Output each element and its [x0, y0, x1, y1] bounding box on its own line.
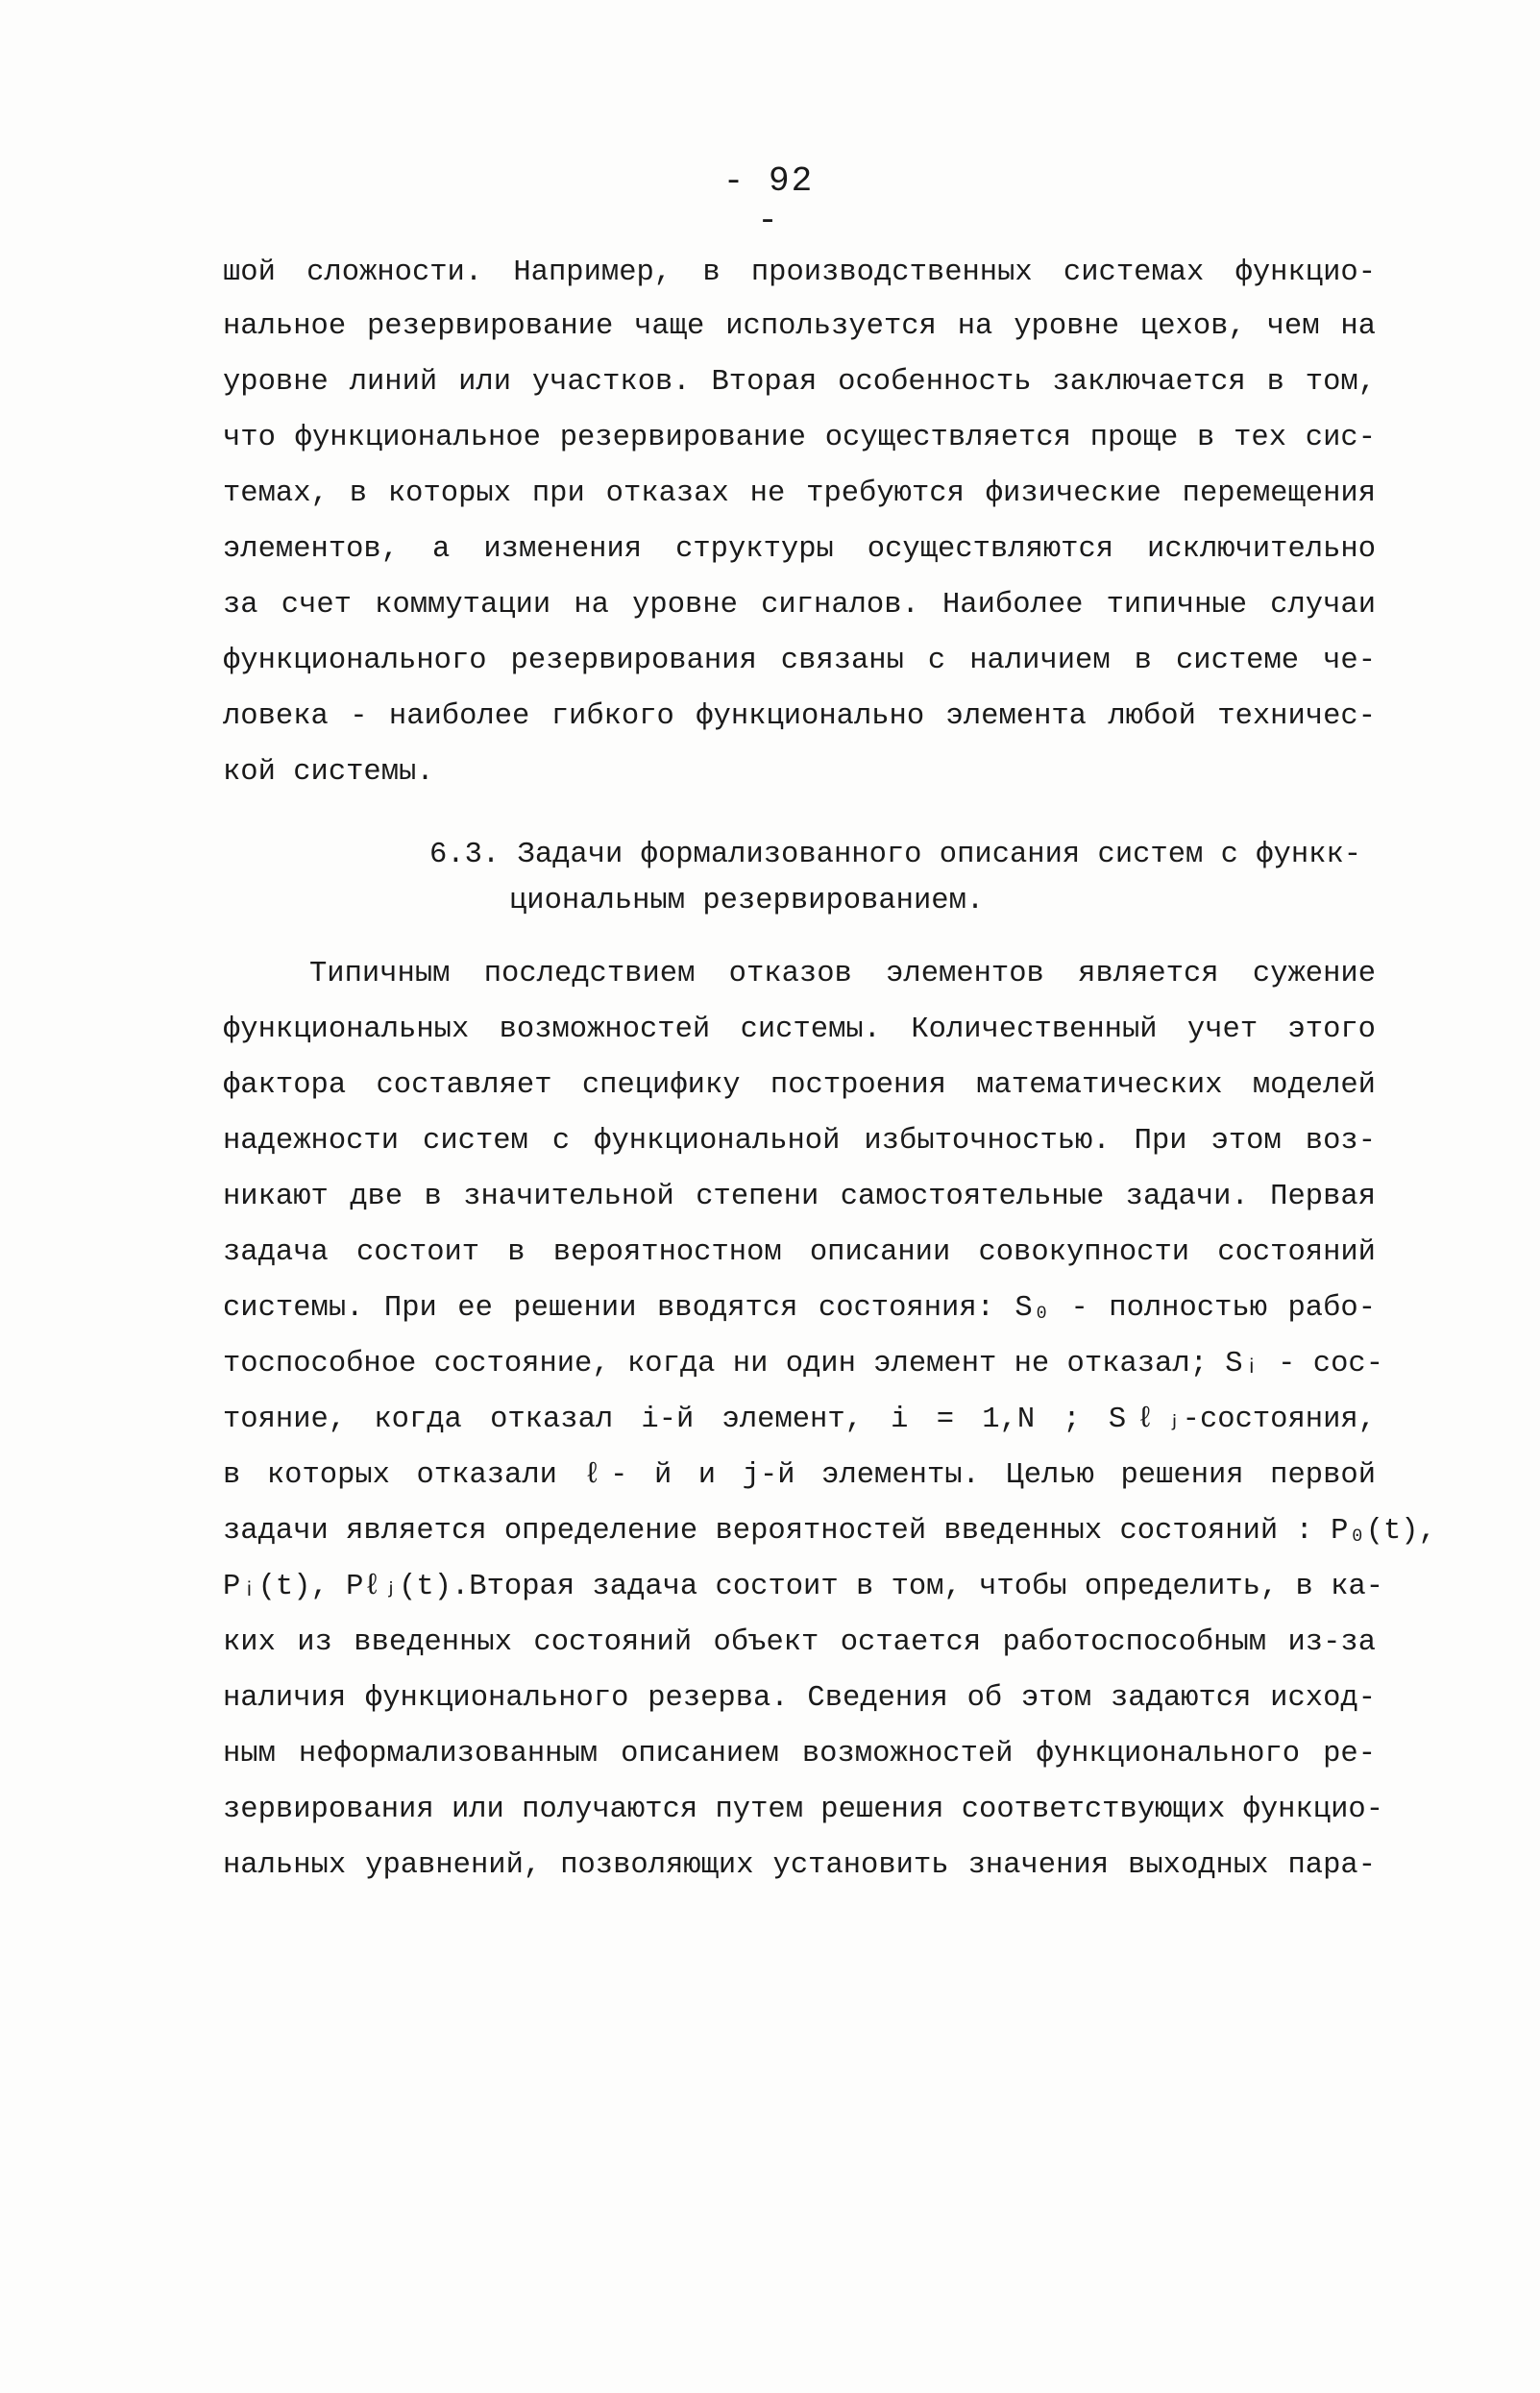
text-line: ких из введенных состояний объект остается работоспособным из-за [223, 1626, 1376, 1659]
text-line: элементов, а изменения структуры осуществляются исключительно [223, 533, 1376, 566]
text-line: задачи является определение вероятностей введенных состояний : P₀(t), [223, 1515, 1436, 1548]
text-line: системы. При ее решении вводятся состояния: S₀ - полностью рабо- [223, 1292, 1376, 1325]
text-line: функциональных возможностей системы. Количественный учет этого [223, 1013, 1376, 1046]
text-line: Типичным последствием отказов элементов является сужение [309, 958, 1376, 990]
text-line: нальное резервирование чаще используется на уровне цехов, чем на [223, 310, 1376, 343]
text-line: нальных уравнений, позволяющих установить значения выходных пара- [223, 1849, 1376, 1882]
text-line: надежности систем с функциональной избыточностью. При этом воз- [223, 1125, 1376, 1158]
text-line: Pᵢ(t), Pℓⱼ(t).Вторая задача состоит в том, чтобы определить, в ка- [223, 1571, 1384, 1603]
text-line: фактора составляет специфику построения математических моделей [223, 1069, 1376, 1102]
text-line: кой системы. [223, 756, 434, 789]
text-line: функционального резервирования связаны с наличием в системе че- [223, 645, 1376, 677]
text-line: наличия функционального резерва. Сведения об этом задаются исход- [223, 1682, 1376, 1715]
heading-line: циональным резервированием. [509, 885, 985, 917]
heading-line: 6.3. Задачи формализованного описания систем с функк- [429, 839, 1362, 871]
page-number: - 92 - [722, 161, 815, 240]
text-line: ным неформализованным описанием возможностей функционального ре- [223, 1738, 1376, 1770]
text-line: никают две в значительной степени самостоятельные задачи. Первая [223, 1181, 1376, 1213]
text-line: что функциональное резервирование осуществляется проще в тех сис- [223, 422, 1376, 454]
text-line: задача состоит в вероятностном описании совокупности состояний [223, 1236, 1376, 1269]
text-line: зервирования или получаются путем решения соответствующих функцио- [223, 1794, 1383, 1826]
text-line: уровне линий или участков. Вторая особенность заключается в том, [223, 366, 1376, 399]
text-line: в которых отказали ℓ- й и j-й элементы. Целью решения первой [223, 1459, 1376, 1492]
text-line: шой сложности. Например, в производственных системах функцио- [223, 256, 1376, 289]
text-line: ловека - наиболее гибкого функционально элемента любой техничес- [223, 700, 1376, 733]
text-line: тоспособное состояние, когда ни один элемент не отказал; Sᵢ - сос- [223, 1348, 1383, 1380]
text-line: тояние, когда отказал i-й элемент, i = 1,N ; Sℓⱼ-состояния, [223, 1404, 1376, 1436]
text-line: за счет коммутации на уровне сигналов. Наиболее типичные случаи [223, 589, 1376, 622]
text-line: темах, в которых при отказах не требуются физические перемещения [223, 477, 1376, 510]
